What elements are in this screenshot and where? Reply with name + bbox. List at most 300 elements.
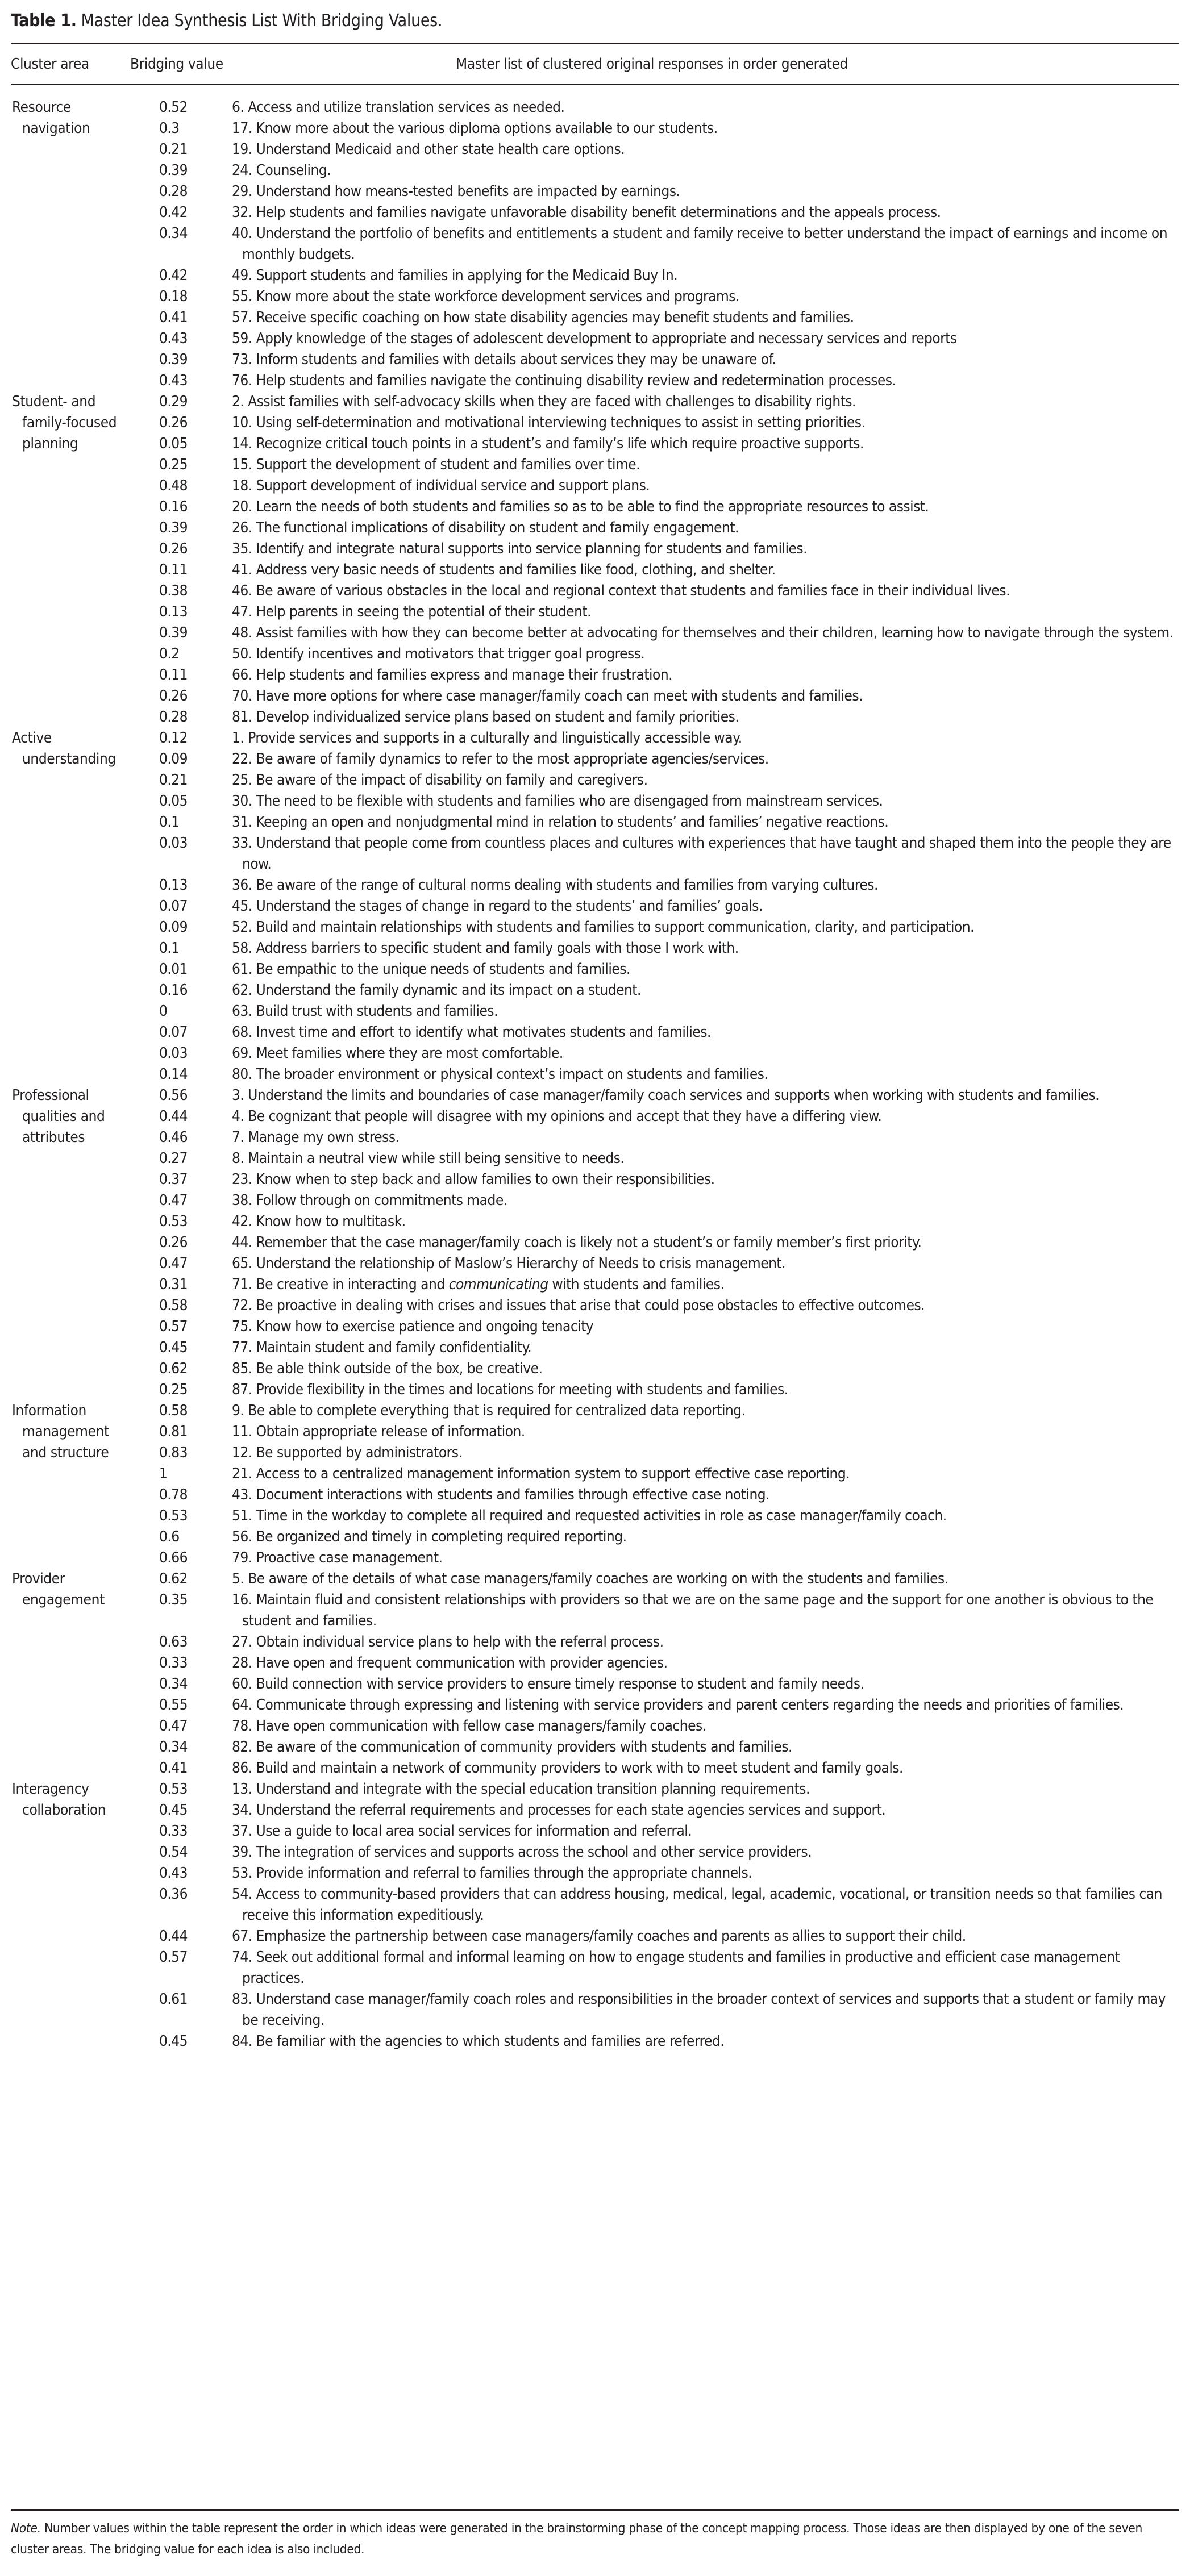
table-header [11,55,1179,77]
idea-description: 74. Seek out additional formal and informal learning on how to engage students and families in productive and efficient case management practices. [232,1949,1120,1987]
table-row [11,980,1179,1001]
idea-description: 79. Proactive case management. [232,1549,443,1566]
bridging-value: 0.47 [159,1255,188,1272]
table-caption [11,11,442,31]
bridging-value: 0.37 [159,1171,188,1188]
table-row [11,286,1179,307]
idea-description: 29. Understand how means-tested benefits are impacted by earnings. [232,183,680,200]
idea-description: 33. Understand that people come from countless places and cultures with experiences that have taught and shaped them into the people they are now. [232,835,1171,873]
table-row [11,1821,1179,1842]
table-row [11,1232,1179,1253]
idea-description: 58. Address barriers to specific student and family goals with those I work with. [232,940,739,957]
idea-description: 27. Obtain individual service plans to help with the referral process. [232,1633,664,1650]
cluster-area-line: engagement [22,1591,105,1608]
table-row [11,623,1179,644]
bridging-value: 0.41 [159,1760,188,1777]
table-label: Table 1. [11,11,77,31]
bridging-value: 0.53 [159,1507,188,1524]
idea-description: 83. Understand case manager/family coach roles and responsibilities in the broader context of services and supports that a student or family may be receiving. [232,1991,1166,2029]
idea-description: 56. Be organized and timely in completing required reporting. [232,1528,627,1545]
bridging-value: 0.03 [159,835,188,852]
table-row [11,1800,1179,1821]
bridging-value: 0.31 [159,1276,188,1293]
table-row [11,938,1179,959]
cluster-area-label [12,728,148,770]
table-row [11,1106,1179,1127]
table-row [11,1337,1179,1358]
idea-description: 71. Be creative in interacting and communicating with students and families. [232,1276,725,1293]
idea-description: 40. Understand the portfolio of benefits and entitlements a student and family receive to better understand the impact of earnings and income on monthly budgets. [232,225,1168,263]
idea-description: 63. Build trust with students and families. [232,1003,498,1020]
table-row [11,1379,1179,1400]
cluster-group [11,1085,1179,1400]
table-row [11,1779,1179,1800]
header-master-list: Master list of clustered original responses in order generated [456,56,848,73]
table-row [11,1190,1179,1211]
bridging-value: 0.1 [159,940,180,957]
bridging-value: 0.29 [159,393,188,410]
bridging-value: 0.13 [159,877,188,894]
idea-description: 85. Be able think outside of the box, be creative. [232,1360,543,1377]
bridging-value: 0.34 [159,1739,188,1756]
bridging-value: 0.28 [159,183,188,200]
cluster-area-line: family-focused [22,414,117,431]
idea-description: 19. Understand Medicaid and other state health care options. [232,141,625,158]
note-label: Note. [11,2521,41,2536]
idea-description: 23. Know when to step back and allow families to own their responsibilities. [232,1171,715,1188]
bridging-value: 0.14 [159,1066,188,1083]
bridging-value: 0.47 [159,1192,188,1209]
idea-description: 70. Have more options for where case manager/family coach can meet with students and families. [232,687,863,705]
bridging-value: 0.47 [159,1718,188,1735]
idea-description: 64. Communicate through expressing and listening with service providers and parent centers regarding the needs and priorities of families. [232,1697,1124,1714]
bridging-value: 0.05 [159,793,188,810]
table-row [11,1716,1179,1737]
idea-description: 47. Help parents in seeing the potential of their student. [232,603,591,620]
bridging-value: 0.39 [159,519,188,536]
bridging-value: 0.21 [159,141,188,158]
top-rule [11,43,1179,44]
table-row [11,265,1179,286]
table-row [11,1001,1179,1022]
bridging-value: 0.6 [159,1528,180,1545]
table-row [11,539,1179,560]
bridging-value: 0.16 [159,982,188,999]
idea-description: 39. The integration of services and supports across the school and other service providers. [232,1844,812,1861]
idea-description: 62. Understand the family dynamic and its impact on a student. [232,982,641,999]
bridging-value: 0.12 [159,730,188,747]
idea-description: 73. Inform students and families with details about services they may be unaware of. [232,351,776,368]
table-row [11,160,1179,181]
idea-description: 37. Use a guide to local area social services for information and referral. [232,1823,692,1840]
table-row [11,1316,1179,1337]
idea-description: 43. Document interactions with students and families through effective case noting. [232,1486,770,1503]
table-row [11,1022,1179,1043]
header-cluster-area: Cluster area [11,56,89,73]
header-rule [11,84,1179,85]
idea-description: 24. Counseling. [232,162,331,179]
idea-description: 12. Be supported by administrators. [232,1444,463,1461]
idea-description: 6. Access and utilize translation services as needed. [232,99,565,116]
bridging-value: 0.11 [159,561,188,578]
table-row [11,1211,1179,1232]
idea-description: 10. Using self-determination and motivational interviewing techniques to assist in setting priorities. [232,414,866,431]
cluster-area-line: management [22,1423,109,1440]
bridging-value: 0.53 [159,1213,188,1230]
idea-description: 13. Understand and integrate with the special education transition planning requirements. [232,1781,810,1798]
table-row [11,1695,1179,1716]
table-row [11,118,1179,139]
bridging-value: 0.2 [159,645,180,662]
table-row [11,959,1179,980]
idea-description: 55. Know more about the state workforce development services and programs. [232,288,739,305]
idea-description: 34. Understand the referral requirements and processes for each state agencies services and support. [232,1802,886,1819]
table-row [11,181,1179,202]
bridging-value: 0.16 [159,498,188,515]
table-row [11,1527,1179,1548]
table-row [11,1569,1179,1590]
table-row [11,1422,1179,1443]
bridging-value: 0.62 [159,1360,188,1377]
table-row [11,476,1179,497]
bridging-value: 0.61 [159,1991,188,2008]
italic-emphasis: communicating [448,1276,548,1293]
idea-description: 81. Develop individualized service plans based on student and family priorities. [232,708,739,726]
bridging-value: 0.45 [159,1802,188,1819]
bridging-value: 0.57 [159,1318,188,1335]
cluster-area-label [12,1779,148,1821]
table-row [11,602,1179,623]
table-row [11,770,1179,791]
table-row [11,581,1179,602]
idea-description: 86. Build and maintain a network of community providers to work with to meet student and family goals. [232,1760,903,1777]
idea-description: 5. Be aware of the details of what case managers/family coaches are working on with the students and families. [232,1570,948,1587]
cluster-area-label [12,1400,148,1464]
table-row [11,1169,1179,1190]
table-row [11,833,1179,875]
bridging-value: 0.26 [159,1234,188,1251]
bridging-value: 0.1 [159,814,180,831]
idea-description: 75. Know how to exercise patience and ongoing tenacity [232,1318,594,1335]
table-row [11,1043,1179,1064]
bridging-value: 0.39 [159,624,188,641]
table-row [11,1632,1179,1653]
table-row [11,202,1179,223]
cluster-group [11,97,1179,391]
bridging-value: 0.01 [159,961,188,978]
idea-description: 84. Be familiar with the agencies to which students and families are referred. [232,2033,725,2050]
idea-description: 17. Know more about the various diploma options available to our students. [232,120,718,137]
cluster-area-label [12,1569,148,1611]
table-row [11,791,1179,812]
idea-description: 46. Be aware of various obstacles in the local and regional context that students and families face in their individual lives. [232,582,1010,599]
idea-description: 45. Understand the stages of change in regard to the students’ and families’ goals. [232,898,763,915]
bridging-value: 0.07 [159,1024,188,1041]
idea-description: 51. Time in the workday to complete all required and requested activities in role as case manager/family coach. [232,1507,947,1524]
idea-description: 2. Assist families with self-advocacy skills when they are faced with challenges to disability rights. [232,393,856,410]
bridging-value: 0.44 [159,1108,188,1125]
table-row [11,1274,1179,1295]
idea-description: 18. Support development of individual service and support plans. [232,477,650,494]
idea-description: 15. Support the development of student and families over time. [232,456,640,473]
idea-description: 50. Identify incentives and motivators that trigger goal progress. [232,645,645,662]
bridging-value: 0.26 [159,540,188,557]
bridging-value: 0.55 [159,1697,188,1714]
idea-description: 36. Be aware of the range of cultural norms dealing with students and families from varying cultures. [232,877,878,894]
bridging-value: 0.52 [159,99,188,116]
bridging-value: 0.13 [159,603,188,620]
bridging-value: 0.41 [159,309,188,326]
idea-description: 67. Emphasize the partnership between case managers/family coaches and parents as allies to support their child. [232,1928,966,1945]
note-text: Number values within the table represent the order in which ideas were generated in the brainstorming phase of the concept mapping process. Those ideas are then displayed by one of the seven cluster areas. The bridging value for each idea is also included. [11,2521,1143,2557]
table-row [11,1548,1179,1569]
table-row [11,1148,1179,1169]
idea-description: 21. Access to a centralized management information system to support effective case reporting. [232,1465,850,1482]
bridging-value: 0.33 [159,1823,188,1840]
bridging-value: 0.25 [159,1381,188,1398]
table-row [11,433,1179,455]
bridging-value: 0.42 [159,267,188,284]
table-row [11,1127,1179,1148]
idea-description: 3. Understand the limits and boundaries of case manager/family coach services and supports when working with students and families. [232,1087,1100,1104]
bridging-value: 0.33 [159,1654,188,1672]
idea-description: 77. Maintain student and family confidentiality. [232,1339,532,1356]
bridging-value: 0.39 [159,351,188,368]
cluster-area-line: qualities and [22,1108,105,1125]
table-row [11,1506,1179,1527]
cluster-area-line: Active [12,730,52,747]
idea-description: 4. Be cognizant that people will disagree with my opinions and accept that they have a differing view. [232,1108,882,1125]
table-row [11,665,1179,686]
table-row [11,97,1179,118]
table-row [11,560,1179,581]
table-row [11,875,1179,896]
bridging-value: 0.46 [159,1129,188,1146]
idea-description: 20. Learn the needs of both students and families so as to be able to find the appropriate resources to assist. [232,498,929,515]
idea-description: 42. Know how to multitask. [232,1213,406,1230]
bridging-value: 0.36 [159,1886,188,1903]
cluster-group [11,1569,1179,1779]
bridging-value: 0.28 [159,708,188,726]
table-row [11,518,1179,539]
table-row [11,307,1179,328]
cluster-group [11,1400,1179,1569]
bridging-value: 0.48 [159,477,188,494]
table-row [11,2031,1179,2052]
table-row [11,1443,1179,1464]
bridging-value: 0.05 [159,435,188,452]
table-row [11,644,1179,665]
table-row [11,707,1179,728]
bridging-value: 0.09 [159,751,188,768]
bridging-value: 0.42 [159,204,188,221]
idea-description: 9. Be able to complete everything that is required for centralized data reporting. [232,1402,746,1419]
bridging-value: 0.27 [159,1150,188,1167]
table-row [11,455,1179,476]
bridging-value: 0.54 [159,1844,188,1861]
idea-description: 49. Support students and families in applying for the Medicaid Buy In. [232,267,678,284]
idea-description: 78. Have open communication with fellow case managers/family coaches. [232,1718,706,1735]
table-row [11,1884,1179,1926]
cluster-area-line: and structure [22,1444,109,1461]
idea-description: 16. Maintain fluid and consistent relationships with providers so that we are on the same page and the support for one another is obvious to the student and families. [232,1591,1154,1629]
bridging-value: 0.53 [159,1781,188,1798]
idea-description: 60. Build connection with service providers to ensure timely response to student and family needs. [232,1675,864,1693]
idea-description: 54. Access to community-based providers that can address housing, medical, legal, academic, vocational, or transition needs so that families can receive this information expeditiously. [232,1886,1162,1924]
bridging-value: 1 [159,1465,168,1482]
idea-description: 32. Help students and families navigate unfavorable disability benefit determinations and the appeals process. [232,204,941,221]
idea-description: 66. Help students and families express and manage their frustration. [232,666,673,683]
table-row [11,1947,1179,1989]
bridging-value: 0.38 [159,582,188,599]
idea-description: 26. The functional implications of disability on student and family engagement. [232,519,739,536]
bridging-value: 0.03 [159,1045,188,1062]
bridging-value: 0.57 [159,1949,188,1966]
table-row [11,686,1179,707]
idea-description: 14. Recognize critical touch points in a student’s and family’s life which require proactive supports. [232,435,864,452]
bridging-value: 0.81 [159,1423,188,1440]
idea-description: 25. Be aware of the impact of disability on family and caregivers. [232,772,648,789]
table-row [11,370,1179,391]
cluster-area-line: collaboration [22,1802,106,1819]
idea-description: 8. Maintain a neutral view while still being sensitive to needs. [232,1150,625,1167]
table-row [11,1926,1179,1947]
idea-description: 7. Manage my own stress. [232,1129,400,1146]
bridging-value: 0.56 [159,1087,188,1104]
bridging-value: 0.43 [159,1865,188,1882]
bridging-value: 0.78 [159,1486,188,1503]
table-row [11,812,1179,833]
bridging-value: 0 [159,1003,168,1020]
idea-description: 30. The need to be flexible with students and families who are disengaged from mainstream services. [232,793,883,810]
table-row [11,917,1179,938]
idea-description: 48. Assist families with how they can become better at advocating for themselves and their children, learning how to navigate through the system. [232,624,1174,641]
bridging-value: 0.34 [159,225,188,242]
table-row [11,1464,1179,1485]
header-bridging-value: Bridging value [130,56,223,73]
table-row [11,1590,1179,1632]
table-row [11,1842,1179,1863]
table-row [11,1737,1179,1758]
idea-description: 87. Provide flexibility in the times and locations for meeting with students and families. [232,1381,788,1398]
bridging-value: 0.43 [159,372,188,389]
table-row [11,1295,1179,1316]
cluster-area-label [12,97,148,139]
cluster-area-label [12,391,148,455]
idea-description: 69. Meet families where they are most comfortable. [232,1045,563,1062]
bottom-rule [11,2509,1179,2511]
cluster-group [11,391,1179,728]
table-row [11,1674,1179,1695]
bridging-value: 0.25 [159,456,188,473]
cluster-group [11,728,1179,1085]
bridging-value: 0.26 [159,414,188,431]
bridging-value: 0.11 [159,666,188,683]
cluster-area-line: Information [12,1402,86,1419]
bridging-value: 0.34 [159,1675,188,1693]
table-row [11,1085,1179,1106]
table-row [11,139,1179,160]
bridging-value: 0.43 [159,330,188,347]
table-title: Master Idea Synthesis List With Bridging Values. [81,11,443,31]
idea-description: 53. Provide information and referral to families through the appropriate channels. [232,1865,752,1882]
table-row [11,1863,1179,1884]
table-row [11,497,1179,518]
bridging-value: 0.44 [159,1928,188,1945]
cluster-area-line: Student- and [12,393,96,410]
cluster-area-label [12,1085,148,1148]
idea-description: 41. Address very basic needs of students and families like food, clothing, and shelter. [232,561,776,578]
table-row [11,412,1179,433]
cluster-area-line: understanding [22,751,116,768]
table-row [11,728,1179,749]
bridging-value: 0.39 [159,162,188,179]
table-row [11,896,1179,917]
table-row [11,1758,1179,1779]
bridging-value: 0.66 [159,1549,188,1566]
cluster-area-line: Provider [12,1570,65,1587]
idea-description: 28. Have open and frequent communication with provider agencies. [232,1654,668,1672]
idea-description: 22. Be aware of family dynamics to refer to the most appropriate agencies/services. [232,751,769,768]
table-note [11,2518,1179,2560]
table-row [11,1653,1179,1674]
table-row [11,749,1179,770]
table-row [11,1064,1179,1085]
bridging-value: 0.45 [159,2033,188,2050]
idea-description: 1. Provide services and supports in a culturally and linguistically accessible way. [232,730,742,747]
idea-description: 72. Be proactive in dealing with crises and issues that arise that could pose obstacles to effective outcomes. [232,1297,925,1314]
idea-description: 82. Be aware of the communication of community providers with students and families. [232,1739,792,1756]
bridging-value: 0.35 [159,1591,188,1608]
bridging-value: 0.3 [159,120,180,137]
bridging-value: 0.63 [159,1633,188,1650]
table-row [11,1400,1179,1422]
table-body [11,97,1179,2052]
bridging-value: 0.62 [159,1570,188,1587]
idea-description: 44. Remember that the case manager/family coach is likely not a student’s or family member’s first priority. [232,1234,922,1251]
table-row [11,1989,1179,2031]
cluster-area-line: Professional [12,1087,89,1104]
idea-description: 61. Be empathic to the unique needs of students and families. [232,961,630,978]
idea-description: 52. Build and maintain relationships with students and families to support communication, clarity, and participation. [232,919,975,936]
idea-description: 65. Understand the relationship of Maslow’s Hierarchy of Needs to crisis management. [232,1255,786,1272]
idea-description: 80. The broader environment or physical context’s impact on students and families. [232,1066,768,1083]
table-row [11,1253,1179,1274]
cluster-area-line: navigation [22,120,90,137]
cluster-area-line: Resource [12,99,71,116]
bridging-value: 0.09 [159,919,188,936]
cluster-group [11,1779,1179,2052]
cluster-area-line: planning [22,435,78,452]
bridging-value: 0.18 [159,288,188,305]
idea-description: 35. Identify and integrate natural supports into service planning for students and families. [232,540,808,557]
table-row [11,1485,1179,1506]
bridging-value: 0.58 [159,1402,188,1419]
bridging-value: 0.58 [159,1297,188,1314]
idea-description: 31. Keeping an open and nonjudgmental mind in relation to students’ and families’ negative reactions. [232,814,889,831]
table-row [11,391,1179,412]
bridging-value: 0.07 [159,898,188,915]
bridging-value: 0.26 [159,687,188,705]
bridging-value: 0.21 [159,772,188,789]
table-row [11,1358,1179,1379]
idea-description: 11. Obtain appropriate release of information. [232,1423,525,1440]
idea-description: 38. Follow through on commitments made. [232,1192,507,1209]
idea-description: 76. Help students and families navigate the continuing disability review and redetermination processes. [232,372,896,389]
cluster-area-line: Interagency [12,1781,89,1798]
bridging-value: 0.83 [159,1444,188,1461]
table-row [11,349,1179,370]
